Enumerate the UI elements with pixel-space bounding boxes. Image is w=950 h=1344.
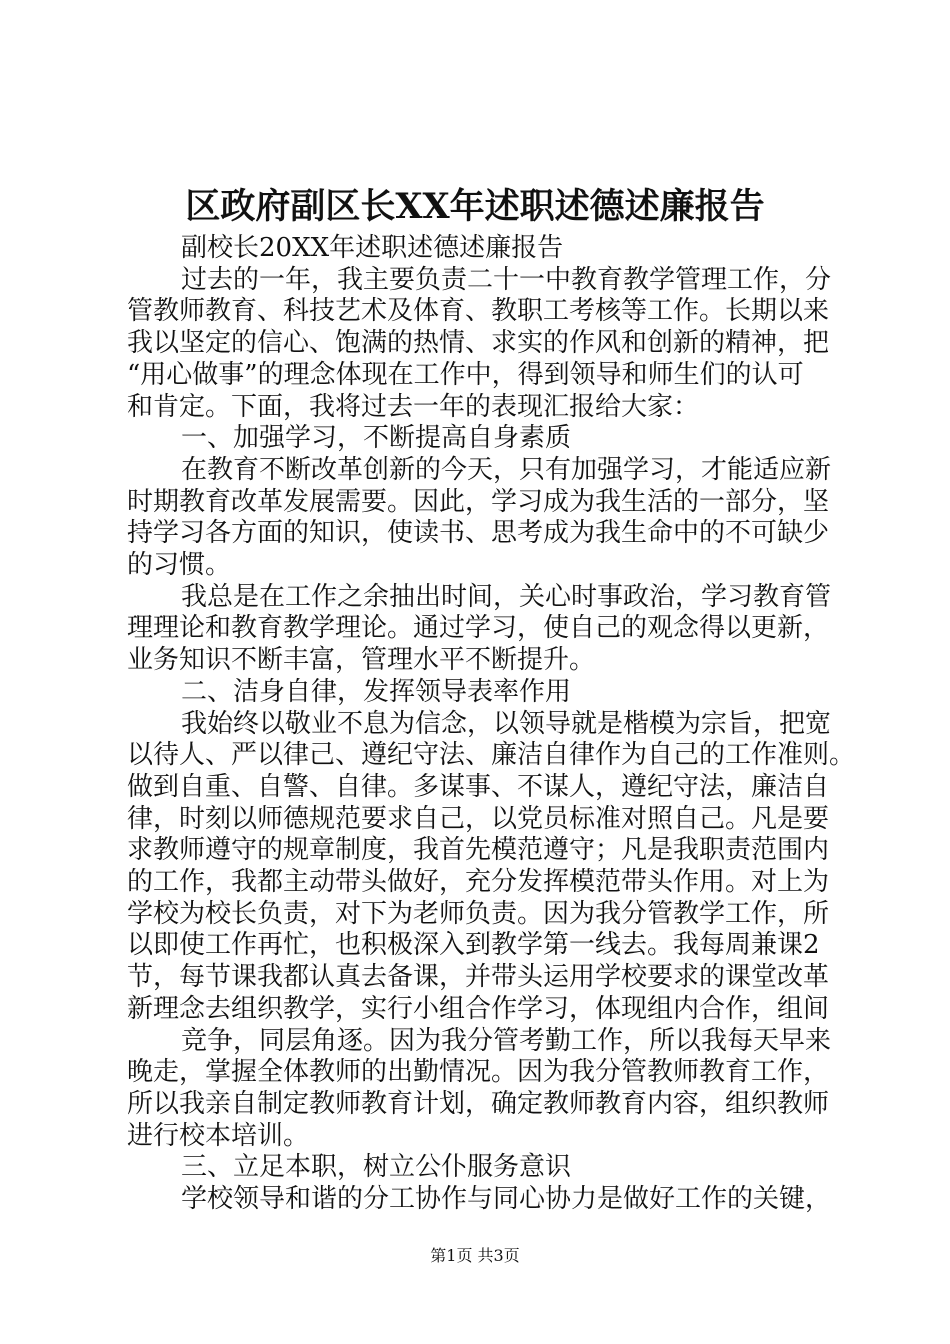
body-line: 晚走，掌握全体教师的出勤情况。因为我分管教师教育工作， <box>127 1057 830 1088</box>
body-line: 求教师遵守的规章制度，我首先模范遵守；凡是我职责范围内 <box>127 835 830 866</box>
body-line: 在教育不断改革创新的今天，只有加强学习，才能适应新 <box>181 454 832 485</box>
body-line: 和肯定。下面，我将过去一年的表现汇报给大家： <box>127 391 700 422</box>
body-line: 竞争，同层角逐。因为我分管考勤工作，所以我每天早来 <box>181 1025 832 1056</box>
body-line: 副校长20XX年述职述德述廉报告 <box>181 233 564 263</box>
body-line: 过去的一年，我主要负责二十一中教育教学管理工作，分 <box>181 264 832 295</box>
body-line: 持学习各方面的知识，使读书、思考成为我生命中的不可缺少 <box>127 518 830 549</box>
body-line: 我始终以敬业不息为信念，以领导就是楷模为宗旨，把宽 <box>181 708 832 739</box>
document-body <box>127 233 856 1216</box>
body-line: 以即使工作再忙，也积极深入到教学第一线去。我每周兼课2 <box>127 930 820 961</box>
body-line: 理理论和教育教学理论。通过学习，使自己的观念得以更新， <box>127 613 830 644</box>
body-line: “用心做事”的理念体现在工作中，得到领导和师生们的认可 <box>127 359 804 390</box>
body-line: 二、洁身自律，发挥领导表率作用 <box>181 676 572 707</box>
body-line: 的工作，我都主动带头做好，充分发挥模范带头作用。对上为 <box>127 867 830 898</box>
page-footer: 第1页 共3页 <box>430 1246 520 1265</box>
body-line: 做到自重、自警、自律。多谋事、不谋人，遵纪守法，廉洁自 <box>127 771 830 802</box>
body-line: 我总是在工作之余抽出时间，关心时事政治，学习教育管 <box>181 581 832 612</box>
body-line: 学校领导和谐的分工协作与同心协力是做好工作的关键， <box>181 1184 832 1215</box>
body-line: 业务知识不断丰富，管理水平不断提升。 <box>127 645 596 676</box>
body-line: 新理念去组织教学，实行小组合作学习，体现组内合作，组间 <box>127 993 830 1024</box>
body-line: 一、加强学习，不断提高自身素质 <box>181 423 572 454</box>
body-line: 节，每节课我都认真去备课，并带头运用学校要求的课堂改革 <box>127 962 830 993</box>
body-line: 我以坚定的信心、饱满的热情、求实的作风和创新的精神，把 <box>127 328 830 359</box>
body-line: 时期教育改革发展需要。因此，学习成为我生活的一部分，坚 <box>127 486 830 517</box>
body-line: 以待人、严以律己、遵纪守法、廉洁自律作为自己的工作准则。 <box>127 740 856 771</box>
body-line: 管教师教育、科技艺术及体育、教职工考核等工作。长期以来 <box>127 296 830 327</box>
body-line: 三、立足本职，树立公仆服务意识 <box>181 1152 572 1183</box>
document-title: 区政府副区长XX年述职述德述廉报告 <box>185 186 765 227</box>
body-line: 律，时刻以师德规范要求自己，以党员标准对照自己。凡是要 <box>127 803 830 834</box>
body-line: 所以我亲自制定教师教育计划，确定教师教育内容，组织教师 <box>127 1088 830 1119</box>
body-line: 进行校本培训。 <box>127 1120 310 1151</box>
body-line: 学校为校长负责，对下为老师负责。因为我分管教学工作，所 <box>127 898 830 929</box>
body-line: 的习惯。 <box>127 550 232 581</box>
